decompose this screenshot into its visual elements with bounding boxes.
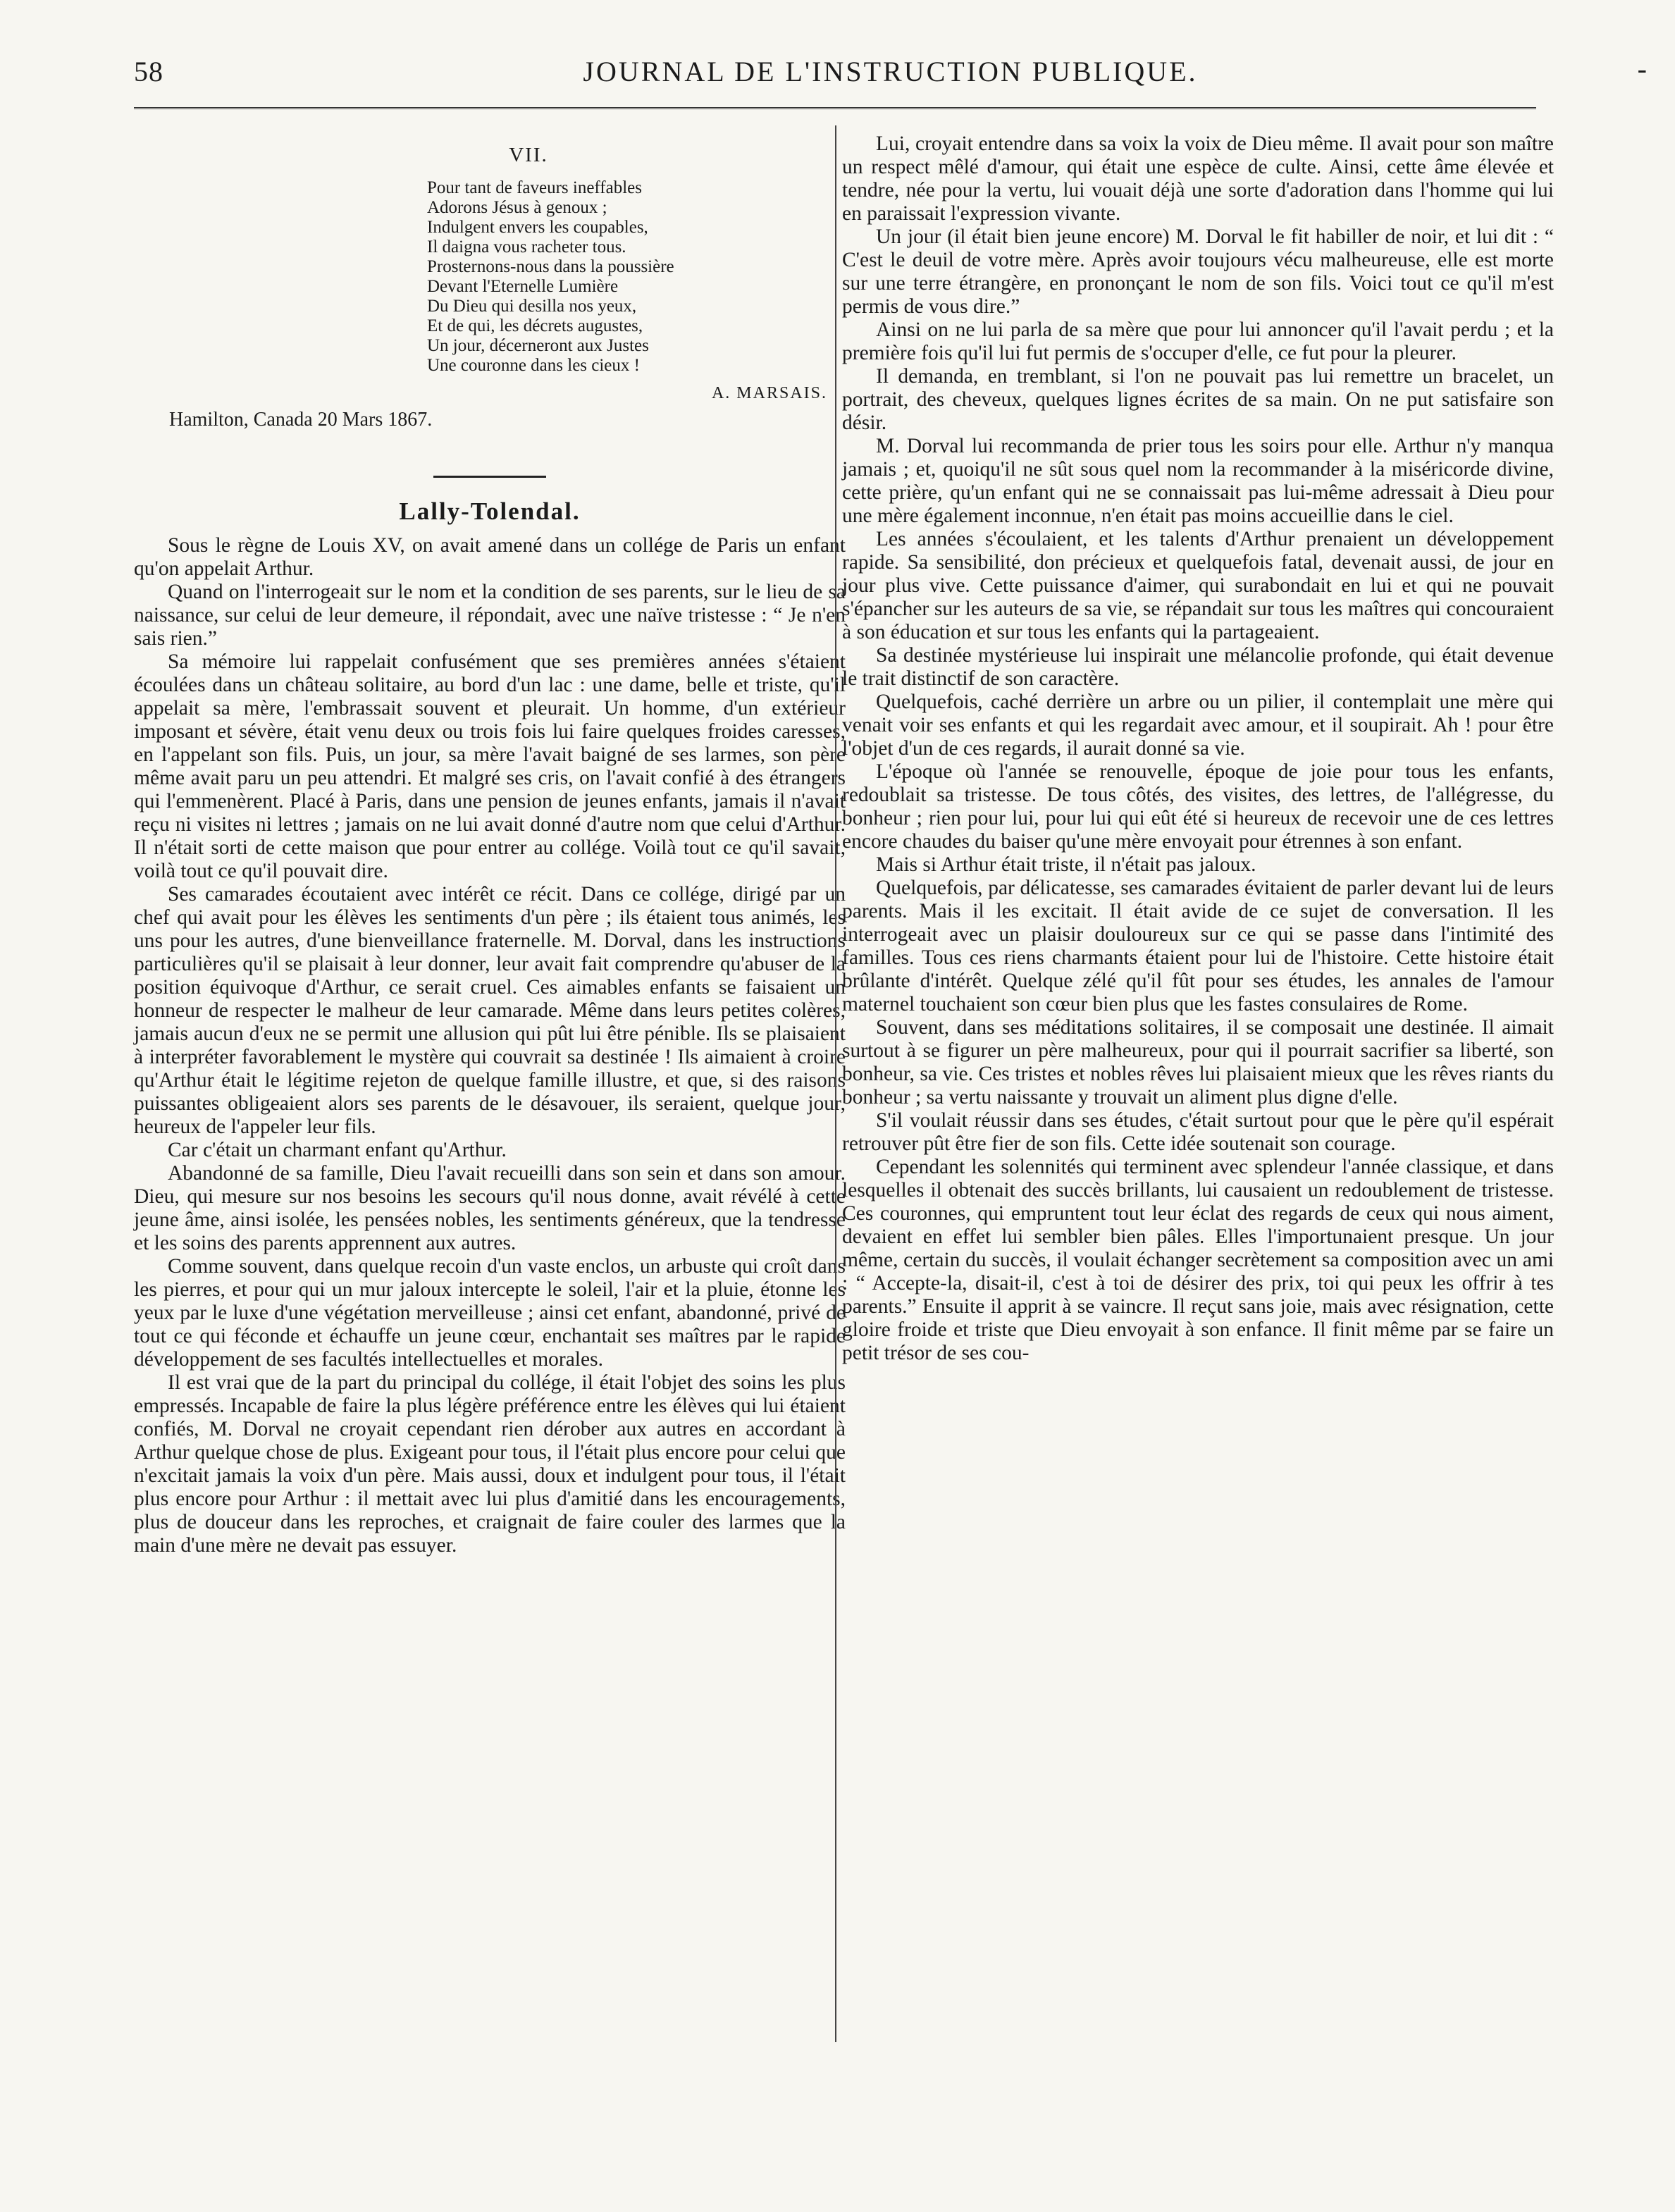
paragraph: Les années s'écoulaient, et les talents d'Arthur prenaient un développement rapide. Sa sensibilité, don précieux et quelquefois fatal, devenait aussi, de jour en jour plus vive. Cette puissance d'aimer, qui surabondait en lui et qui ne pouvait s'épancher sur les auteurs de sa vie, se répandait sur tous les maîtres qui concouraient à son éducation et sur tous les enfants qui la partageaient. [842, 528, 1554, 643]
edge-mark: - [1637, 53, 1647, 85]
paragraph: Abandonné de sa famille, Dieu l'avait recueilli dans son sein et dans son amour. Dieu, qui mesure sur nos besoins les secours qu'il nous donne, avait révélé à cette jeune âme, ainsi isolée, les pensées nobles, les sentiments généreux, que la tendresse et les soins des parents apprennent aux autres. [134, 1162, 846, 1254]
paragraph: Quelquefois, caché derrière un arbre ou un pilier, il contemplait une mère qui venait voir ses enfants et qui les regardait avec amour, et il soupirait. Ah ! pour être l'objet d'un de ces regards, il aurait donné sa vie. [842, 691, 1554, 760]
poem-line: Indulgent envers les coupables, [427, 218, 648, 237]
section-divider [433, 476, 546, 478]
header-rule [134, 107, 1536, 112]
paragraph: Car c'était un charmant enfant qu'Arthur. [168, 1139, 507, 1161]
paragraph: Mais si Arthur était triste, il n'était pas jaloux. [876, 853, 1256, 876]
paragraph: Sa destinée mystérieuse lui inspirait une mélancolie profonde, qui était devenue le trait distinctif de son caractère. [842, 644, 1554, 690]
poem-stanza [427, 178, 846, 376]
right-column [842, 132, 1554, 1365]
paragraph: Il demanda, en tremblant, si l'on ne pouvait pas lui remettre un bracelet, un portrait, des cheveux, quelques lignes écrites de sa main. On ne put satisfaire son désir. [842, 365, 1554, 434]
poem-line: Un jour, décerneront aux Justes [427, 336, 649, 355]
paragraph: Quelquefois, par délicatesse, ses camarades évitaient de parler devant lui de leurs parents. Mais il les excitait. Il était avide de ce sujet de conversation. Il les interrogeait avec un plaisir douloureux sur ce qui se passe dans l'intimité des familles. Tous ces riens charmants étaient pour lui de l'histoire. Cette histoire était brûlante d'intérêt. Quelque zélé qu'il fût pour ses études, les annales de l'amour maternel touchaient son cœur bien plus que les fastes consulaires de Rome. [842, 877, 1554, 1015]
paragraph: Souvent, dans ses méditations solitaires, il se composait une destinée. Il aimait surtout à se figurer un père malheureux, pour qui il pourrait sacrifier sa liberté, son bonheur, sa vie. Ces tristes et nobles rêves lui plaisaient mieux que les rêves riants du bonheur ; sa vertu naissante y trouvait un aliment plus digne d'elle. [842, 1016, 1554, 1108]
poem-line: Devant l'Eternelle Lumière [427, 277, 619, 296]
paragraph: M. Dorval lui recommanda de prier tous les soirs pour elle. Arthur n'y manqua jamais ; et, quoiqu'il ne sût sous quel nom la recommander à la miséricorde divine, cette prière, qu'un enfant qui ne se connaissait pas lui-même adressait à Dieu pour une mère également inconnue, n'en était pas moins accueillie dans le ciel. [842, 435, 1554, 527]
column-divider [835, 125, 836, 2042]
page-header [134, 55, 1647, 97]
poem-section-number: VII. [509, 144, 548, 166]
paragraph: Cependant les solennités qui terminent avec splendeur l'année classique, et dans lesquelles il obtenait des succès brillants, lui causaient un redoublement de tristesse. Ces couronnes, qui empruntent tout leur éclat des regards de ceux qui nous aiment, devaient en effet lui sembler bien pâles. Elles l'importunaient presque. Un jour même, certain du succès, il voulait échanger secrètement sa composition avec un ami : “ Accepte-la, disait-il, c'est à toi de désirer des prix, toi qui peux les offrir à tes parents.” Ensuite il apprit à se vaincre. Il reçut sans joie, mais avec résignation, cette gloire froide et triste que Dieu envoyait à son enfance. Il finit même par se faire un petit trésor de ses cou- [842, 1156, 1554, 1364]
article-title: Lally-Tolendal. [399, 498, 581, 525]
poem-author: A. MARSAIS. [711, 384, 827, 402]
poem-place-date: Hamilton, Canada 20 Mars 1867. [169, 409, 433, 431]
poem-line: Pour tant de faveurs ineffables [427, 178, 642, 197]
paragraph: Un jour (il était bien jeune encore) M. Dorval le fit habiller de noir, et lui dit : “ C'est le deuil de votre mère. Après avoir toujours vécu malheureuse, elle est morte sur une terre étrangère, en prononçant le nom de son fils. Voici tout ce qu'il m'est permis de vous dire.” [842, 225, 1554, 318]
paragraph: Ainsi on ne lui parla de sa mère que pour lui annoncer qu'il l'avait perdu ; et la première fois qu'il lui fut permis de s'occuper d'elle, ce fut pour la pleurer. [842, 319, 1554, 364]
journal-title: JOURNAL DE L'INSTRUCTION PUBLIQUE. [583, 56, 1198, 87]
paragraph: Sa mémoire lui rappelait confusément que ses premières années s'étaient écoulées dans un château solitaire, au bord d'un lac : une dame, belle et triste, qu'il appelait sa mère, l'embrassait souvent et pleurait. Un homme, d'un extérieur imposant et sévère, était venu deux ou trois fois lui faire quelques froides caresses, en l'appelant son fils. Puis, un jour, sa mère l'avait baigné de ses larmes, son père même avait paru un peu attendri. Et malgré ses cris, on l'avait confié à des étrangers qui l'emmenèrent. Placé à Paris, dans une pension de jeunes enfants, jamais il n'avait reçu ni visites ni lettres ; jamais on ne lui avait donné d'autre nom que celui d'Arthur. Il n'était sorti de cette maison que pour entrer au collége. Voilà tout ce qu'il savait, voilà tout ce qu'il pouvait dire. [134, 650, 846, 882]
paragraph: Sous le règne de Louis XV, on avait amené dans un collége de Paris un enfant qu'on appelait Arthur. [134, 534, 846, 580]
paragraph: Ses camarades écoutaient avec intérêt ce récit. Dans ce collége, dirigé par un chef qui avait pour les élèves les sentiments d'un père ; ils étaient tous animés, les uns pour les autres, d'une bienveillance fraternelle. M. Dorval, dans les instructions particulières qu'il se plaisait à leur donner, leur avait fait comprendre qu'abuser de la position équivoque d'Arthur, ce serait cruel. Ces aimables enfants se faisaient un honneur de respecter le malheur de leur camarade. Même dans leurs petites colères, jamais aucun d'eux ne se permit une allusion qui pût lui être pénible. Ils se plaisaient à interpréter favorablement le mystère qui couvrait sa destinée ! Ils aimaient à croire qu'Arthur était le légitime rejeton de quelque famille illustre, et que, si des raisons puissantes obligeaient alors ses parents de le désavouer, ils seraient, quelque jour, heureux de l'appeler leur fils. [134, 883, 846, 1138]
poem-line: Il daigna vous racheter tous. [427, 237, 626, 257]
paragraph: S'il voulait réussir dans ses études, c'était surtout pour que le père qu'il espérait retrouver pût être fier de son fils. Cette idée soutenait son courage. [842, 1109, 1554, 1155]
poem-line: Prosternons-nous dans la poussière [427, 257, 674, 276]
poem-line: Et de qui, les décrets augustes, [427, 316, 643, 335]
poem-line: Adorons Jésus à genoux ; [427, 198, 607, 217]
paragraph: Comme souvent, dans quelque recoin d'un vaste enclos, un arbuste qui croît dans les pierres, et pour qui un mur jaloux intercepte le soleil, l'air et la pluie, étonne les yeux par le luxe d'une végétation merveilleuse ; ainsi cet enfant, abandonné, privé de tout ce qui féconde et échauffe un jeune cœur, enchantait ses maîtres par le rapide développement de ses facultés intellectuelles et morales. [134, 1255, 846, 1371]
paragraph: L'époque où l'année se renouvelle, époque de joie pour tous les enfants, redoublait sa tristesse. De tous côtés, des visites, des lettres, de l'allégresse, du bonheur ; rien pour lui, pour lui qui eût été si heureux de recevoir une de ces lettres encore chaudes du baiser qu'une mère envoyait pour étrennes à son enfant. [842, 760, 1554, 853]
page-number: 58 [134, 56, 163, 87]
paragraph: Quand on l'interrogeait sur le nom et la condition de ses parents, sur le lieu de sa naissance, sur celui de leur demeure, il répondait, avec une naïve tristesse : “ Je n'en sais rien.” [134, 581, 846, 650]
left-column [134, 132, 846, 1557]
paragraph: Il est vrai que de la part du principal du collége, il était l'objet des soins les plus empressés. Incapable de faire la plus légère préférence entre les élèves qui lui étaient confiés, M. Dorval ne croyait cependant rien dérober aux autres en accordant à Arthur quelque chose de plus. Exigeant pour tous, il l'était plus encore pour celui que n'excitait jamais la voix d'un père. Mais aussi, doux et indulgent pour tous, il l'était plus encore pour Arthur : il mettait avec lui plus d'amitié dans les encouragements, plus de douceur dans les reproches, et craignait de faire couler des larmes que la main d'une mère ne devait pas essuyer. [134, 1371, 846, 1557]
poem-line: Du Dieu qui desilla nos yeux, [427, 297, 637, 316]
paragraph: Lui, croyait entendre dans sa voix la voix de Dieu même. Il avait pour son maître un respect mêlé d'amour, qui était une espèce de culte. Ainsi, cette âme élevée et tendre, née pour la vertu, lui vouait déjà une sorte d'adoration dans l'homme qui lui en paraissait l'expression vivante. [842, 132, 1554, 225]
poem-line: Une couronne dans les cieux ! [427, 356, 640, 375]
